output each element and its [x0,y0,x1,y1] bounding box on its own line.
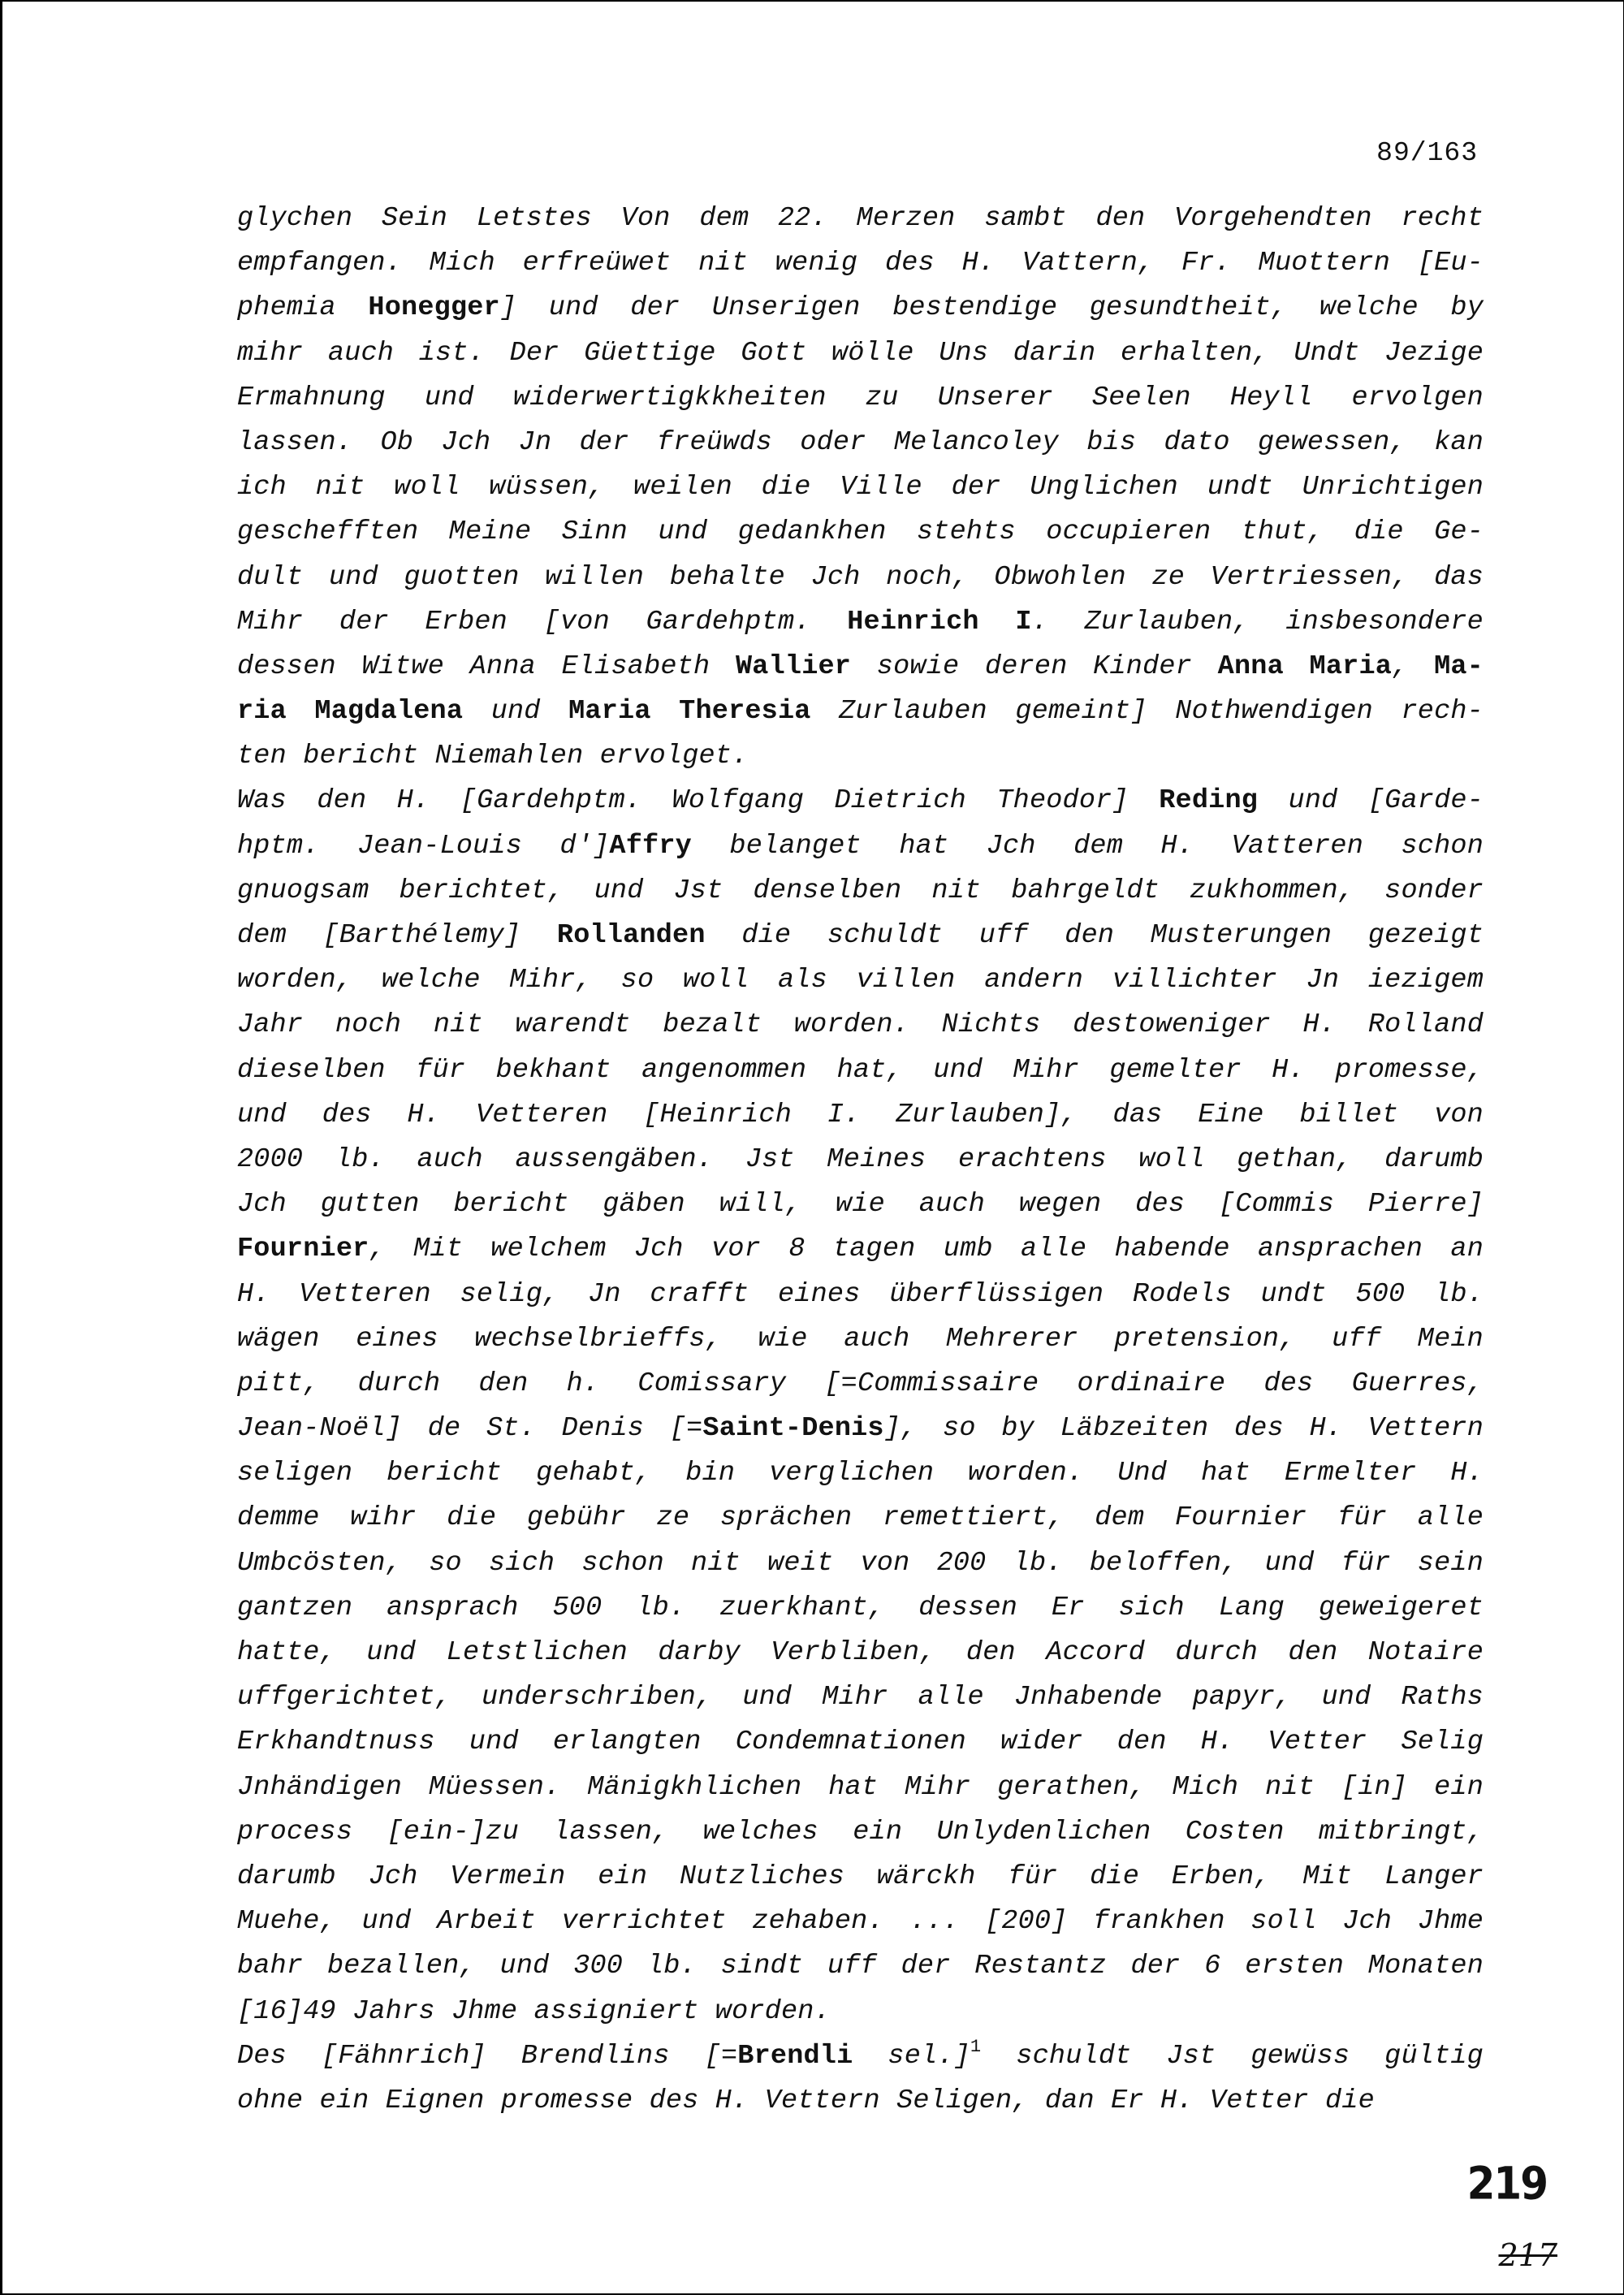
text-run: Erkhandtnuss und erlangten Condemnationen wider den H. Vetter Selig [237,1727,1484,1758]
text-line [237,2034,1484,2079]
text-line [237,1362,1484,1407]
person-name: Fournier [237,1234,369,1265]
text-line [237,689,1484,734]
person-name: Heinrich I [847,606,1032,638]
text-line [237,1182,1484,1227]
text-line [237,958,1484,1003]
text-line [237,1273,1484,1317]
text-run: Ermahnung und widerwertigkkheiten zu Unserer Seelen Heyll ervolgen [237,382,1484,413]
text-line [237,1496,1484,1541]
text-line [237,286,1484,331]
text-line [237,914,1484,958]
text-run: hatte, und Letstlichen darby Verbliben, den Accord durch den Notaire [237,1637,1484,1668]
text-run: bahr bezallen, und 300 lb. sindt uff der Restantz der 6 ersten Monaten [237,1951,1484,1982]
text-line [237,241,1484,286]
text-run: ich nit woll wüssen, weilen die Ville der Unglichen undt Unrichtigen [237,472,1484,504]
transcription-body [237,197,1484,2124]
text-run: , Mit welchem Jch vor 8 tagen umb alle habende ansprachen an [369,1234,1484,1265]
person-name: Anna Maria [1217,650,1393,682]
text-line [237,734,1484,779]
text-run: geschefften Meine Sinn und gedankhen stehts occupieren thut, die Ge- [237,516,1484,548]
text-run: wägen eines wechselbrieffs, wie auch Mehrerer pretension, uff Mein [237,1323,1484,1355]
text-line [237,869,1484,914]
text-line [237,331,1484,376]
text-run: , [1392,650,1435,682]
person-name: Rollanden [556,920,706,951]
text-run: Jnhändigen Müessen. Mänigkhlichen hat Mihr gerathen, Mich nit [in] ein [237,1771,1484,1803]
text-line [237,510,1484,555]
text-run: Umbcösten, so sich schon nit weit von 200 lb. beloffen, und für sein [237,1547,1484,1579]
text-line [237,1541,1484,1586]
text-run: Zurlauben gemeint] Nothwendigen rech- [810,696,1484,728]
text-run: pitt, durch den h. Comissary [=Commissaire ordinaire des Guerres, [237,1368,1484,1399]
text-line [237,1317,1484,1362]
person-name: Saint-Denis [702,1413,884,1445]
text-line [237,1451,1484,1496]
text-line [237,421,1484,465]
person-name: Maria Theresia [568,696,811,728]
text-run: [16]49 Jahrs Jhme assigniert worden. [237,1995,831,2027]
text-run: worden, welche Mihr, so woll als villen andern villichter Jn iezigem [237,965,1484,996]
text-run: hptm. Jean-Louis d'] [237,830,610,862]
text-run: ], so by Läbzeiten des H. Vettern [883,1413,1484,1445]
text-run: sowie deren Kinder [851,650,1218,682]
text-run: mihr auch ist. Der Güettige Gott wölle Uns darin erhalten, Undt Jezige [237,337,1484,369]
person-name: Ma- [1434,650,1484,682]
text-line [237,1944,1484,1989]
text-line [237,1138,1484,1182]
text-run: dult und guotten willen behalte Jch noch, Obwohlen ze Vertriessen, das [237,561,1484,593]
text-run: ] und der Unserigen bestendige gesundtheit, welche by [499,292,1484,324]
text-run: phemia [237,292,369,324]
text-run: schuldt Jst gewüss gültig [981,2040,1484,2072]
text-run: glychen Sein Letstes Von dem 22. Merzen sambt den Vorgehendten recht [237,203,1484,234]
text-line [237,1720,1484,1765]
text-line [237,779,1484,823]
text-run: und [Garde- [1258,785,1484,817]
text-line [237,555,1484,600]
text-run: belanget hat Jch dem H. Vatteren schon [691,830,1484,862]
text-run: Jch gutten bericht gäben will, wie auch wegen des [Commis Pierre] [237,1189,1484,1221]
text-line [237,645,1484,689]
text-run: dieselben für bekhant angenommen hat, und Mihr gemelter H. promesse, [237,1054,1484,1086]
text-run: darumb Jch Vermein ein Nutzliches wärckh für die Erben, Mit Langer [237,1861,1484,1892]
text-run: die schuldt uff den Musterungen gezeigt [705,920,1484,951]
person-name: ria Magdalena [237,696,464,728]
footnote-marker: 1 [970,2036,982,2057]
text-run: empfangen. Mich erfreüwet nit wenig des H. Vattern, Fr. Muottern [Eu- [237,248,1484,279]
text-run: dem [Barthélemy] [237,920,557,951]
text-run: Mihr der Erben [von Gardehptm. [237,606,848,638]
page-number: 89/163 [1376,138,1478,168]
text-run: . Zurlauben, insbesondere [1031,606,1484,638]
text-run: Jean-Noël] de St. Denis [= [237,1413,703,1445]
text-line [237,824,1484,869]
person-name: Brendli [737,2040,853,2072]
text-run: und des H. Vetteren [Heinrich I. Zurlauben], das Eine billet von [237,1099,1484,1130]
text-line [237,1990,1484,2034]
text-line [237,600,1484,645]
handwritten-folio-number: 217 [1498,2237,1557,2273]
person-name: Affry [609,830,692,862]
text-run: 2000 lb. auch aussengäben. Jst Meines erachtens woll gethan, darumb [237,1143,1484,1175]
text-run: ten bericht Niemahlen ervolget. [237,741,749,772]
text-run: uffgerichtet, underschriben, und Mihr alle Jnhabende papyr, und Raths [237,1682,1484,1714]
text-line [237,1766,1484,1810]
text-line [237,1900,1484,1944]
text-run: H. Vetteren selig, Jn crafft eines überflüssigen Rodels undt 500 lb. [237,1278,1484,1310]
text-line [237,1675,1484,1720]
text-run: process [ein-]zu lassen, welches ein Unlydenlichen Costen mitbringt, [237,1816,1484,1848]
text-line [237,2079,1484,2124]
text-line [237,197,1484,241]
text-run: Jahr noch nit warendt bezalt worden. Nichts destoweniger H. Rolland [237,1009,1484,1041]
text-line [237,1003,1484,1048]
text-line [237,1855,1484,1900]
text-run: Muehe, und Arbeit verrichtet zehaben. ... [200] frankhen soll Jch Jhme [237,1906,1484,1938]
text-run: Was den H. [Gardehptm. Wolfgang Dietrich Theodor] [237,785,1160,817]
person-name: Reding [1159,785,1259,817]
text-line [237,1093,1484,1138]
text-run: lassen. Ob Jch Jn der freüwds oder Melancoley bis dato gewessen, kan [237,426,1484,458]
text-run: sel.] [853,2040,970,2072]
text-run: und [463,696,569,728]
text-line [237,1048,1484,1093]
text-run: gnuogsam berichtet, und Jst denselben nit bahrgeldt zukhommen, sonder [237,875,1484,906]
person-name: Honegger [368,292,500,324]
text-line [237,1407,1484,1451]
text-run: seligen bericht gehabt, bin verglichen worden. Und hat Ermelter H. [237,1458,1484,1489]
text-run: demme wihr die gebühr ze sprächen remettiert, dem Fournier für alle [237,1502,1484,1534]
text-line [237,1810,1484,1855]
archive-folio-stamp: 219 [1466,2158,1547,2210]
person-name: Wallier [735,650,852,682]
text-run: Des [Fähnrich] Brendlins [= [237,2040,738,2072]
text-line [237,1586,1484,1631]
text-line [237,1631,1484,1675]
text-run: ohne ein Eignen promesse des H. Vettern Seligen, dan Er H. Vetter die [237,2085,1375,2116]
text-run: gantzen ansprach 500 lb. zuerkhant, dessen Er sich Lang geweigeret [237,1592,1484,1623]
text-run: dessen Witwe Anna Elisabeth [237,650,736,682]
text-line [237,376,1484,421]
text-line [237,465,1484,510]
text-line [237,1227,1484,1272]
